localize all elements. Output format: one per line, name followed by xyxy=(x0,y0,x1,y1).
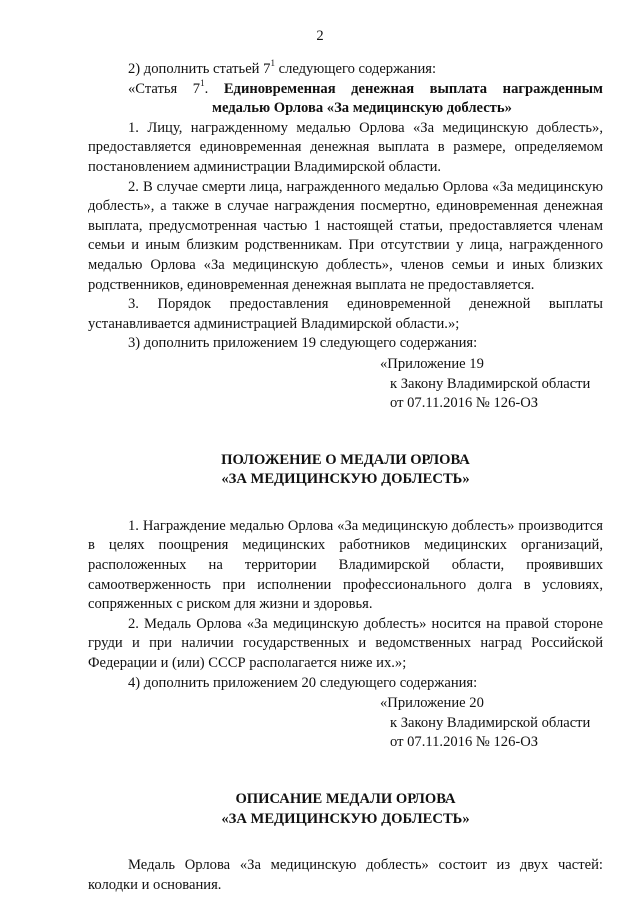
heading-polozhenie-line1: ПОЛОЖЕНИЕ О МЕДАЛИ ОРЛОВА xyxy=(221,451,470,468)
description-paragraph-1: Медаль Орлова «За медицинскую доблесть» состоит из двух частей: колодки и основания. xyxy=(88,857,603,893)
article-dot: . xyxy=(204,80,224,97)
amendment-4: 4) дополнить приложением 20 следующего содержания: xyxy=(128,674,478,691)
appendix-19-header xyxy=(380,355,603,414)
article-title-line1 xyxy=(88,77,604,100)
appendix-20-line1: «Приложение 20 xyxy=(380,695,484,712)
amendment-2 xyxy=(88,60,603,80)
heading-opisanie-line2: «ЗА МЕДИЦИНСКУЮ ДОБЛЕСТЬ» xyxy=(221,810,470,827)
appendix-19-line2: к Закону Владимирской области xyxy=(390,375,591,392)
appendix-19-line1: «Приложение 19 xyxy=(380,355,484,372)
article-prefix: «Статья 7 xyxy=(128,80,201,97)
amendment-2-text: 2) дополнить статьей 7 xyxy=(128,61,271,77)
heading-polozhenie-line2: «ЗА МЕДИЦИНСКУЮ ДОБЛЕСТЬ» xyxy=(221,471,470,488)
amendment-2-sup: 1 xyxy=(270,58,275,68)
polozhenie-paragraph-1: 1. Награждение медалью Орлова «За медицинскую доблесть» производится в целях поощрения медицинских работников медицинских организаций, расположенных на территории Владимирской области, проявивших самоотверженность при исполнении профессионального долга в условиях, сопряженных с риском для жизни и здоровья. xyxy=(88,517,603,613)
article-paragraph-3: 3. Порядок предоставления единовременной денежной выплаты устанавливается администрацией Владимирской области.»; xyxy=(88,296,603,332)
appendix-20-line3: от 07.11.2016 № 126-ОЗ xyxy=(390,734,539,751)
article-paragraph-2: 2. В случае смерти лица, награжденного медалью Орлова «За медицинскую доблесть», а также в случае награждения посмертно, единовременная денежная выплата, предусмотренная частью 1 настоящей статьи, предоставляется членам семьи и иным близким родственникам. При отсутствии у лица, награжденного медалью Орлова «За медицинскую доблесть», членов семьи и иных близких родственников, единовременная денежная выплата не предоставляется. xyxy=(88,178,603,293)
page-number: 2 xyxy=(316,28,324,44)
article-sup: 1 xyxy=(200,77,205,88)
polozhenie-paragraph-2: 2. Медаль Орлова «За медицинскую доблесть» носится на правой стороне груди и при наличии государственных и ведомственных наград Российской Федерации и (или) СССР располагается ниже их.»; xyxy=(88,615,603,672)
article-title-bold-1: Единовременная денежная выплата награжденным xyxy=(223,80,604,97)
appendix-19-line3: от 07.11.2016 № 126-ОЗ xyxy=(390,395,539,412)
article-paragraph-1: 1. Лицу, награжденному медалью Орлова «За медицинскую доблесть», предоставляется единовременная денежная выплата в размере, определяемом постановлением администрации Владимирской области. xyxy=(88,119,603,175)
appendix-20-header xyxy=(380,694,603,753)
amendment-3: 3) дополнить приложением 19 следующего содержания: xyxy=(128,335,478,352)
amendment-2-text-end: следующего содержания: xyxy=(274,61,437,77)
heading-opisanie-line1: ОПИСАНИЕ МЕДАЛИ ОРЛОВА xyxy=(235,791,456,807)
document-body xyxy=(88,60,603,895)
article-title-line2: медалью Орлова «За медицинскую доблесть» xyxy=(212,100,512,117)
appendix-20-line2: к Закону Владимирской области xyxy=(390,714,591,731)
